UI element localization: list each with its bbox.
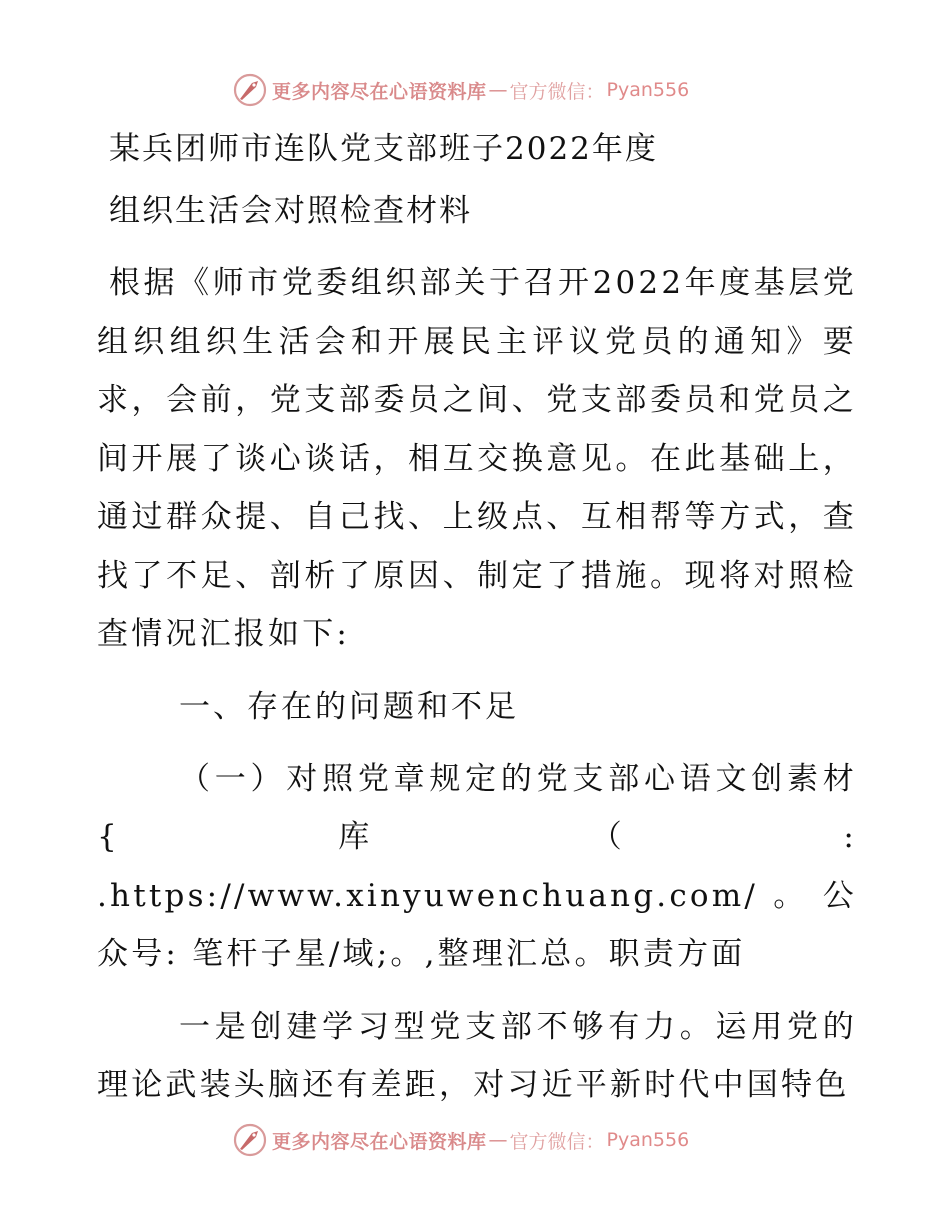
watermark-dash: — <box>488 79 508 101</box>
watermark-sub-text: 官方微信： <box>509 80 605 103</box>
point-1-paragraph: 一是创建学习型党支部不够有力。运用党的理论武装头脑还有差距，对习近平新时代中国特色 <box>97 1008 857 1103</box>
section-1-heading: 一、存在的问题和不足 <box>179 688 519 725</box>
watermark-dash: — <box>488 1129 508 1151</box>
document-title-line-1: 某兵团师市连队党支部班子2022年度 <box>109 131 658 167</box>
watermark-account-id: Pyan556 <box>606 1129 690 1151</box>
watermark-sub-text: 官方微信： <box>509 1130 605 1153</box>
watermark-footer <box>232 1120 689 1160</box>
watermark-main-text: 更多内容尽在心语资料库 <box>272 80 487 103</box>
pen-nib-logo-icon <box>232 72 268 108</box>
document-title-line-2: 组织生活会对照检查材料 <box>109 193 472 229</box>
pen-nib-logo-icon <box>232 1122 268 1158</box>
watermark-main-text: 更多内容尽在心语资料库 <box>272 1130 487 1153</box>
intro-paragraph: 根据《师市党委组织部关于召开2022年度基层党组织组织生活会和开展民主评议党员的通知》要求，会前，党支部委员之间、党支部委员和党员之间开展了谈心谈话，相互交换意见。在此基础上，通过群众提、自己找、上级点、互相帮等方式，查找了不足、剖析了原因、制定了措施。现将对照检查情况汇报如下: <box>97 265 857 652</box>
subsection-1-paragraph: （一）对照党章规定的党支部心语文创素材{库（: .https://www.xinyuwenchuang.com/。公众号: 笔杆子星/域;。,整理汇总。职责方面 <box>97 760 857 972</box>
watermark-header <box>232 70 689 110</box>
watermark-account-id: Pyan556 <box>606 79 690 101</box>
document-body <box>97 120 857 1115</box>
